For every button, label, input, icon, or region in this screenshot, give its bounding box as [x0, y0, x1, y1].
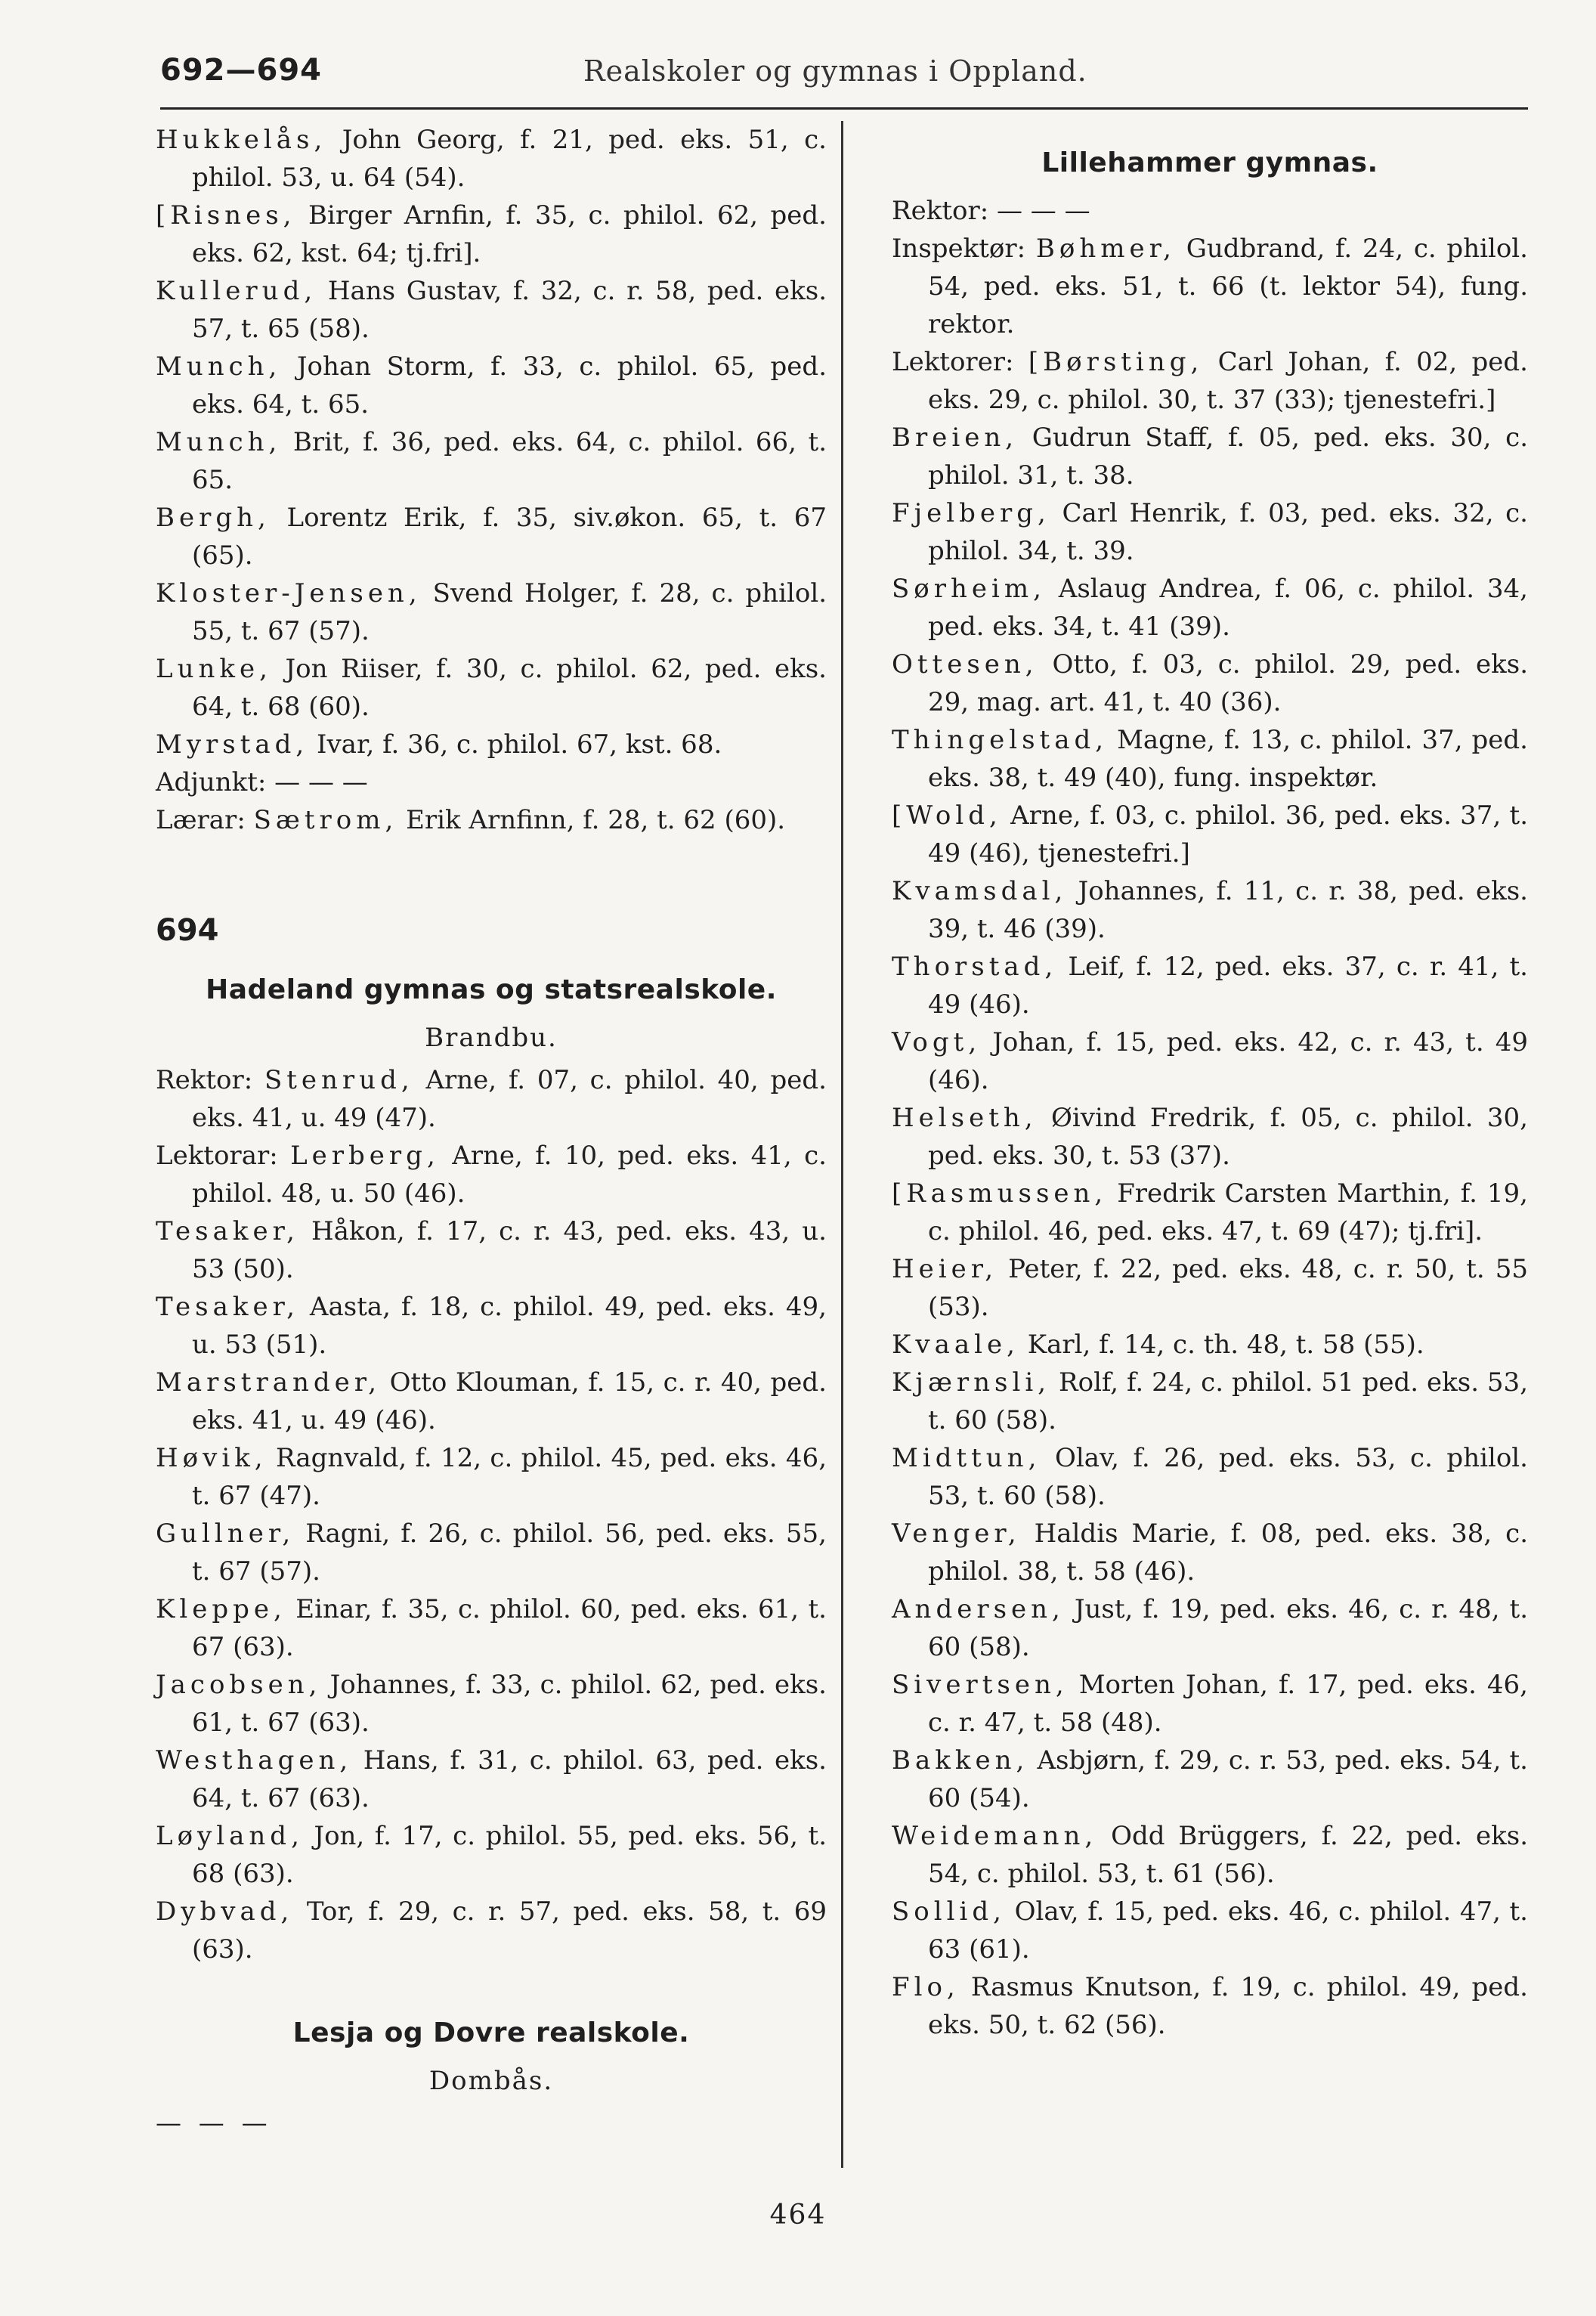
inspektor-entry: Inspektør: Bøhmer, Gudbrand, f. 24, c. philol. 54, ped. eks. 51, t. 66 (t. lektor 54), fung. rektor. — [892, 234, 1528, 339]
staff-entry — [892, 948, 1528, 1023]
staff-entry — [892, 494, 1528, 570]
staff-details: Tor, f. 29, c. r. 57, ped. eks. 58, t. 69 (63). — [192, 1896, 827, 1965]
staff-surname: Kloster-Jensen, — [156, 578, 422, 608]
staff-details: Rasmus Knutson, f. 19, c. philol. 49, ped. eks. 50, t. 62 (56). — [928, 1972, 1528, 2040]
staff-surname: Sørheim, — [892, 574, 1046, 604]
staff-entry — [156, 1439, 827, 1515]
staff-details: Arne, f. 03, c. philol. 36, ped. eks. 37, t. 49 (46), tjenestefri.] — [928, 800, 1528, 868]
staff-entry — [892, 872, 1528, 948]
staff-surname: Kvaale, — [892, 1330, 1019, 1360]
staff-details: Asbjørn, f. 29, c. r. 53, ped. eks. 54, t. 60 (54). — [928, 1745, 1528, 1813]
staff-surname: Tesaker, — [156, 1216, 299, 1246]
staff-entry — [892, 570, 1528, 646]
staff-surname: Fjelberg, — [892, 498, 1050, 528]
page-range: 692—694 — [160, 53, 322, 88]
staff-entry — [892, 1023, 1528, 1099]
staff-details: Johannes, f. 33, c. philol. 62, ped. eks. 61, t. 67 (63). — [192, 1670, 827, 1738]
staff-surname: Sollid, — [892, 1896, 1006, 1927]
staff-details: Ragni, f. 26, c. philol. 56, ped. eks. 55, t. 67 (57). — [192, 1519, 827, 1587]
page-header — [160, 48, 1528, 94]
staff-surname: [Wold, — [892, 800, 1002, 831]
staff-entry — [156, 574, 827, 650]
staff-entry — [892, 1326, 1528, 1364]
staff-details: Ragnvald, f. 12, c. philol. 45, ped. eks. 46, t. 67 (47). — [192, 1443, 827, 1511]
section-number: 694 — [156, 913, 219, 948]
lesja-dashes: — — — — [156, 2108, 272, 2138]
staff-surname: Stenrud, — [264, 1065, 414, 1095]
staff-entry — [156, 726, 827, 763]
staff-details: Ivar, f. 36, c. philol. 67, kst. 68. — [308, 729, 722, 760]
lillehammer-title: Lillehammer gymnas. — [1041, 147, 1378, 178]
staff-entry — [156, 121, 827, 197]
staff-entry — [892, 797, 1528, 872]
hadeland-staff-list — [156, 1212, 827, 1968]
staff-entry — [156, 1288, 827, 1364]
staff-entry — [156, 650, 827, 726]
header-rule — [160, 107, 1528, 110]
staff-surname: Westhagen, — [156, 1745, 353, 1776]
staff-surname: Munch, — [156, 427, 282, 457]
staff-details: Øivind Fredrik, f. 05, c. philol. 30, ped. eks. 30, t. 53 (37). — [928, 1103, 1528, 1171]
staff-entry — [892, 1250, 1528, 1326]
staff-entry — [156, 1515, 827, 1590]
staff-surname: Flo, — [892, 1972, 960, 2002]
staff-details: Karl, f. 14, c. th. 48, t. 58 (55). — [1019, 1330, 1424, 1360]
staff-details: Brit, f. 36, ped. eks. 64, c. philol. 66, t. 65. — [192, 427, 827, 495]
staff-entry — [156, 272, 827, 348]
staff-surname: Kleppe, — [156, 1594, 286, 1624]
lektorer-entry: Lektorer: [Børsting, Carl Johan, f. 02, ped. eks. 29, c. philol. 30, t. 37 (33); tjenestefri.] — [892, 347, 1528, 415]
staff-details: Otto Klouman, f. 15, c. r. 40, ped. eks. 41, u. 49 (46). — [192, 1367, 827, 1435]
staff-surname: Lerberg, — [290, 1141, 440, 1171]
lektorar-entry: Lektorar: Lerberg, Arne, f. 10, ped. eks. 41, c. philol. 48, u. 50 (46). — [156, 1141, 827, 1209]
staff-details: Birger Arnfin, f. 35, c. philol. 62, ped. eks. 62, kst. 64; tj.fri]. — [192, 200, 827, 268]
staff-entry — [156, 1742, 827, 1817]
staff-entry — [892, 1968, 1528, 2044]
staff-details: Håkon, f. 17, c. r. 43, ped. eks. 43, u. 53 (50). — [192, 1216, 827, 1284]
staff-details: Peter, f. 22, ped. eks. 48, c. r. 50, t. 55 (53). — [928, 1254, 1528, 1322]
staff-entry — [892, 419, 1528, 494]
staff-details: Carl Henrik, f. 03, ped. eks. 32, c. philol. 34, t. 39. — [928, 498, 1528, 566]
rektor-line: Rektor: — — — — [892, 196, 1090, 226]
staff-surname: Gullner, — [156, 1519, 295, 1549]
column-divider — [841, 121, 843, 2168]
staff-details: Olav, f. 26, ped. eks. 53, c. philol. 53, t. 60 (58). — [928, 1443, 1528, 1511]
staff-details: Johan, f. 15, ped. eks. 42, c. r. 43, t. 49 (46). — [928, 1027, 1528, 1095]
staff-details: Einar, f. 35, c. philol. 60, ped. eks. 61, t. 67 (63). — [192, 1594, 827, 1662]
staff-surname: Breien, — [892, 423, 1019, 453]
staff-entry — [892, 1175, 1528, 1250]
staff-entry — [156, 423, 827, 499]
staff-surname: Ottesen, — [892, 649, 1038, 680]
staff-details: Johannes, f. 11, c. r. 38, ped. eks. 39, t. 46 (39). — [928, 876, 1528, 944]
staff-entry — [156, 1212, 827, 1288]
staff-details: Aslaug Andrea, f. 06, c. philol. 34, ped. eks. 34, t. 41 (39). — [928, 574, 1528, 642]
staff-surname: Marstrander, — [156, 1367, 382, 1398]
staff-surname: [Risnes, — [156, 200, 296, 231]
staff-surname: [Rasmussen, — [892, 1178, 1108, 1209]
staff-entry — [156, 499, 827, 574]
staff-surname: Bergh, — [156, 503, 271, 533]
staff-details: Johan Storm, f. 33, c. philol. 65, ped. eks. 64, t. 65. — [192, 351, 827, 420]
staff-surname: Kvamsdal, — [892, 876, 1068, 906]
staff-surname: Helseth, — [892, 1103, 1038, 1133]
staff-surname: Kullerud, — [156, 276, 317, 306]
staff-details: Otto, f. 03, c. philol. 29, ped. eks. 29, mag. art. 41, t. 40 (36). — [928, 649, 1528, 717]
staff-surname: Lunke, — [156, 654, 272, 684]
staff-details: Odd Brüggers, f. 22, ped. eks. 54, c. philol. 53, t. 61 (56). — [928, 1821, 1528, 1889]
staff-entry — [892, 1515, 1528, 1590]
staff-details: Rolf, f. 24, c. philol. 51 ped. eks. 53, t. 60 (58). — [928, 1367, 1528, 1435]
staff-surname: [Børsting, — [1028, 347, 1204, 377]
staff-entry — [156, 348, 827, 423]
staff-details: Haldis Marie, f. 08, ped. eks. 38, c. philol. 38, t. 58 (46). — [928, 1519, 1528, 1587]
page-number: 464 — [769, 2200, 827, 2231]
staff-details: Aasta, f. 18, c. philol. 49, ped. eks. 49, u. 53 (51). — [192, 1292, 827, 1360]
staff-entry — [156, 1893, 827, 1968]
staff-surname: Bakken, — [892, 1745, 1029, 1776]
staff-surname: Thorstad, — [892, 952, 1058, 982]
running-title: Realskoler og gymnas i Oppland. — [583, 54, 1087, 88]
staff-entry — [892, 1817, 1528, 1893]
staff-surname: Sivertsen, — [892, 1670, 1069, 1700]
staff-surname: Hukkelås, — [156, 125, 327, 155]
staff-entry — [892, 1439, 1528, 1515]
staff-entry — [156, 197, 827, 272]
staff-surname: Dybvad, — [156, 1896, 294, 1927]
laerar-entry: Lærar: Sætrom, Erik Arnfinn, f. 28, t. 62 (60). — [156, 805, 786, 835]
hadeland-title: Hadeland gymnas og statsrealskole. — [206, 974, 777, 1005]
staff-surname: Weidemann, — [892, 1821, 1098, 1851]
staff-surname: Kjærnsli, — [892, 1367, 1051, 1398]
staff-surname: Munch, — [156, 351, 282, 382]
staff-details: Gudrun Staff, f. 05, ped. eks. 30, c. philol. 31, t. 38. — [928, 423, 1528, 491]
staff-entry — [892, 1742, 1528, 1817]
staff-surname: Andersen, — [892, 1594, 1065, 1624]
staff-entry — [892, 1893, 1528, 1968]
staff-surname: Vogt, — [892, 1027, 982, 1057]
rektor-entry: Rektor: Stenrud, Arne, f. 07, c. philol. 40, ped. eks. 41, u. 49 (47). — [156, 1065, 827, 1133]
staff-surname: Løyland, — [156, 1821, 304, 1851]
adjunkt-line: Adjunkt: — — — — [156, 767, 368, 797]
staff-surname: Midttun, — [892, 1443, 1041, 1473]
staff-details: Hans, f. 31, c. philol. 63, ped. eks. 64, t. 67 (63). — [192, 1745, 827, 1813]
staff-entry — [892, 646, 1528, 721]
staff-surname: Thingelstad, — [892, 725, 1109, 755]
staff-surname: Bøhmer, — [1035, 234, 1176, 264]
staff-details: Fredrik Carsten Marthin, f. 19, c. philol. 46, ped. eks. 47, t. 69 (47); tj.fri]. — [928, 1178, 1528, 1246]
staff-surname: Jacobsen, — [156, 1670, 322, 1700]
lillehammer-staff-list — [892, 419, 1528, 2044]
right-column — [892, 121, 1528, 2044]
staff-entry — [156, 1817, 827, 1893]
staff-entry — [156, 1666, 827, 1742]
staff-details: Svend Holger, f. 28, c. philol. 55, t. 67 (57). — [192, 578, 827, 646]
staff-surname: Tesaker, — [156, 1292, 299, 1322]
staff-surname: Venger, — [892, 1519, 1021, 1549]
staff-entry — [892, 1666, 1528, 1742]
staff-entry — [892, 1590, 1528, 1666]
staff-details: John Georg, f. 21, ped. eks. 51, c. philol. 53, u. 64 (54). — [192, 125, 827, 193]
staff-entry — [892, 721, 1528, 797]
staff-details: Lorentz Erik, f. 35, siv.økon. 65, t. 67 (65). — [192, 503, 827, 571]
lesja-title: Lesja og Dovre realskole. — [292, 2017, 690, 2048]
hadeland-town: Brandbu. — [425, 1023, 558, 1053]
staff-details: Hans Gustav, f. 32, c. r. 58, ped. eks. 57, t. 65 (58). — [192, 276, 827, 344]
staff-details: Magne, f. 13, c. philol. 37, ped. eks. 38, t. 49 (40), fung. inspektør. — [928, 725, 1528, 793]
staff-details: Morten Johan, f. 17, ped. eks. 46, c. r. 47, t. 58 (48). — [928, 1670, 1528, 1738]
lesja-town: Dombås. — [428, 2066, 554, 2096]
staff-details: Just, f. 19, ped. eks. 46, c. r. 48, t. 60 (58). — [928, 1594, 1528, 1662]
staff-surname: Høvik, — [156, 1443, 268, 1473]
staff-details: Leif, f. 12, ped. eks. 37, c. r. 41, t. 49 (46). — [928, 952, 1528, 1020]
staff-entry — [892, 1099, 1528, 1175]
left-column — [156, 121, 827, 2142]
staff-entry — [892, 1364, 1528, 1439]
staff-surname: Heier, — [892, 1254, 998, 1284]
staff-entry — [156, 1364, 827, 1439]
oppland-school-staff-list — [156, 121, 827, 763]
staff-details: Jon Riiser, f. 30, c. philol. 62, ped. eks. 64, t. 68 (60). — [192, 654, 827, 722]
staff-details: Jon, f. 17, c. philol. 55, ped. eks. 56, t. 68 (63). — [192, 1821, 827, 1889]
staff-details: Olav, f. 15, ped. eks. 46, c. philol. 47, t. 63 (61). — [928, 1896, 1528, 1965]
staff-entry — [156, 1590, 827, 1666]
staff-surname: Sætrom, — [253, 805, 398, 835]
staff-surname: Myrstad, — [156, 729, 309, 760]
